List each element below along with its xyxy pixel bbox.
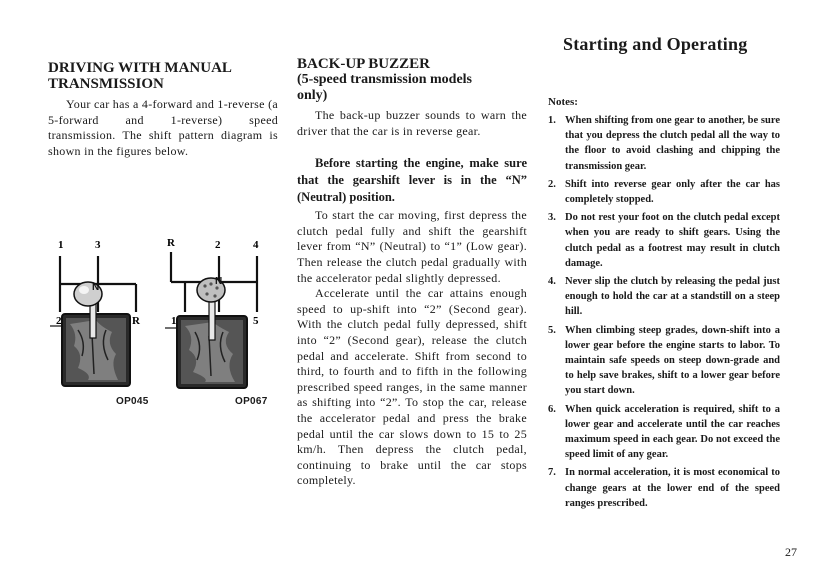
section-heading-manual-transmission-2: TRANSMISSION	[48, 76, 164, 92]
gear-label: 4	[253, 239, 259, 251]
gear-label: 3	[95, 239, 101, 251]
start-moving-paragraph: To start the car moving, first depress the clutch pedal fully and shift the gearshift lever from “N” (Neutral) to “1” (Low gear). Then release the clutch pedal gradually with the accelerator pedal slightly depressed.	[297, 208, 527, 285]
note-number: 4.	[548, 276, 556, 288]
figure-caption: OP045	[116, 396, 149, 407]
note-text: When shifting from one gear to another, be sure that you depress the clutch pedal all the way to the floor to avoid clashing and chipping the transmission gear.	[565, 115, 780, 172]
note-item	[548, 113, 780, 174]
backup-buzzer-body: The back-up buzzer sounds to warn the driver that the car is in reverse gear.	[297, 108, 527, 138]
note-text: When quick acceleration is required, shift to a lower gear and accelerate until the car reaches maximum speed in each gear. Do not exceed the speed limit of any gear.	[565, 403, 780, 461]
gear-label: 2	[215, 239, 221, 251]
section-heading-manual-transmission-1: DRIVING WITH MANUAL	[48, 60, 232, 76]
gear-label: R	[167, 237, 175, 249]
gear-label: R	[132, 315, 140, 327]
section-subheading-line1: (5-speed transmission models	[297, 72, 473, 87]
notes-list	[548, 113, 780, 511]
svg-text:N: N	[215, 276, 223, 287]
note-text: Do not rest your foot on the clutch pedal except when you are ready to shift gears. Using the clutch pedal as a footrest may result in clutch damage.	[565, 212, 780, 269]
shift-diagram-5-speed	[163, 234, 273, 414]
note-number: 2.	[548, 178, 556, 190]
figure-caption: OP067	[235, 396, 268, 407]
note-item	[548, 177, 780, 207]
note-item	[548, 323, 780, 399]
note-text: Never slip the clutch by releasing the pedal just enough to hold the car at a standstill on a steep hill.	[565, 276, 780, 318]
note-number: 5.	[548, 324, 556, 336]
svg-text:N: N	[92, 282, 100, 293]
note-item	[548, 210, 780, 271]
note-item	[548, 402, 780, 463]
note-text: When climbing steep grades, down-shift into a lower gear before the engine starts to labor. To maintain safe speeds on steep down-grade and to help save brakes, shift to a lower gear before you start down.	[565, 324, 780, 397]
note-number: 7.	[548, 467, 556, 479]
shift-pattern-5-speed-graphic	[163, 234, 273, 414]
accelerate-paragraph: Accelerate until the car attains enough speed to up-shift into “2” (Second gear). With the clutch pedal fully depressed, shift into “2” (Second gear), release the clutch pedal and accelerate. Shift from second to third, to fourth and to fifth in the following prescribed speed ranges, in the same manner as shifting into “2”. To stop the car, release the accelerator pedal and press the brake pedal until the car slows down to 15 to 25 km/h. Then depress the clutch pedal, continuing to brake until the car stops completely.	[297, 286, 527, 488]
shift-diagram-4-speed	[48, 234, 158, 414]
page-section-title: Starting and Operating	[563, 34, 748, 54]
page-number: 27	[785, 545, 797, 559]
left-column	[48, 60, 278, 159]
note-number: 6.	[548, 403, 556, 415]
note-item	[548, 274, 780, 320]
gearshift-neutral-caution: Before starting the engine, make sure that the gearshift lever is in the “N” (Neutral) position.	[297, 156, 527, 205]
note-text: Shift into reverse gear only after the car has completely stopped.	[565, 178, 780, 206]
shift-pattern-4-speed-graphic	[48, 234, 158, 414]
gear-label: 1	[58, 239, 64, 251]
gear-label: 5	[253, 315, 259, 327]
notes-label: Notes:	[548, 96, 578, 108]
section-subheading-line2: only)	[297, 88, 328, 103]
note-number: 1.	[548, 115, 556, 126]
note-text: In normal acceleration, it is most economical to change gears at the lower end of the speed ranges prescribed.	[565, 467, 780, 509]
manual-transmission-body: Your car has a 4-forward and 1-reverse (a 5-forward and 1-reverse) speed transmission. The shift pattern diagram is shown in the figures below.	[48, 97, 278, 158]
notes-column	[548, 96, 780, 514]
section-heading-backup-buzzer: BACK-UP BUZZER	[297, 56, 430, 72]
gear-label: 2	[56, 315, 62, 327]
note-number: 3.	[548, 212, 556, 224]
gear-label: 1	[171, 315, 177, 327]
middle-column	[297, 56, 527, 489]
note-item	[548, 465, 780, 511]
